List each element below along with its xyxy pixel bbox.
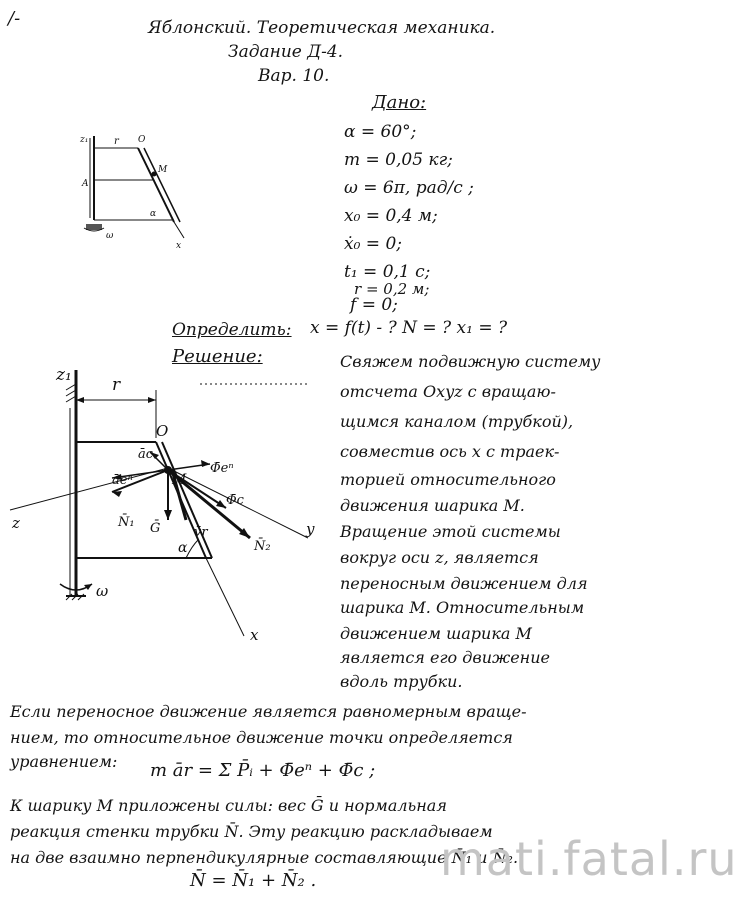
big-label-z1: z₁ [56, 365, 72, 385]
right-text-line: вокруг оси z, является [340, 548, 539, 567]
given-item: x₀ = 0,4 м; [344, 206, 438, 226]
big-label-N1: N̄₁ [118, 515, 135, 530]
equation-reaction: N̄ = N̄₁ + N̄₂ . [190, 870, 317, 891]
small-label-alpha: α [150, 209, 157, 219]
body-text-line: реакция стенки трубки N̄. Эту реакцию раскладываем [10, 822, 493, 841]
big-label-O: O [156, 422, 169, 440]
small-label-M: M [158, 165, 168, 175]
given-title: Дано: [372, 92, 427, 113]
big-label-ac: āc [138, 447, 154, 462]
given-item: α = 60°; [344, 122, 417, 142]
small-diagram [80, 130, 190, 250]
big-label-G: Ḡ [150, 521, 161, 536]
header-author-title: Яблонский. Теоретическая механика. [148, 18, 496, 38]
page-mark: /- [8, 8, 21, 29]
body-text-line: на две взаимно перпендикулярные составляющие N̄₁ и N̄₂. [10, 848, 519, 867]
right-text-line: движением шарика M [340, 624, 532, 643]
right-text-line: торией относительного [340, 470, 556, 489]
big-diagram [0, 360, 320, 660]
right-text-line: щимся каналом (трубкой), [340, 412, 574, 431]
big-label-r: r [112, 375, 121, 395]
big-label-y: y [306, 520, 315, 538]
right-text-line: Свяжем подвижную систему [340, 352, 601, 371]
right-text-line: совместив ось x с траек- [340, 442, 560, 461]
right-text-line: вдоль трубки. [340, 672, 463, 691]
right-text-line: движения шарика M. [340, 496, 525, 515]
big-label-alpha: α [178, 540, 188, 556]
watermark: mati.fatal.ru [440, 832, 738, 886]
find-expression: x = f(t) - ? N = ? x₁ = ? [310, 318, 508, 338]
big-label-ae: āeⁿ [112, 473, 133, 488]
small-label-omega: ω [106, 231, 114, 241]
find-label: Определить: [172, 320, 292, 340]
big-label-vr: v̄r [194, 525, 208, 540]
right-text-line: шарика M. Относительным [340, 598, 585, 617]
right-text-line: переносным движением для [340, 574, 588, 593]
small-label-x: x [176, 241, 182, 251]
right-text-line: является его движение [340, 648, 550, 667]
big-label-M: M [172, 472, 187, 488]
right-text-line: отсчета Oxyz с вращаю- [340, 382, 556, 401]
solution-label: Решение: [172, 346, 263, 367]
header-assignment: Задание Д-4. [228, 42, 344, 62]
given-item: f = 0; [350, 295, 398, 315]
big-label-omega: ω [96, 582, 109, 600]
big-label-phie: Φ̄eⁿ [210, 461, 234, 476]
big-label-N2: N̄₂ [254, 539, 271, 554]
right-text-line: Вращение этой системы [340, 522, 561, 541]
big-label-x: x [250, 626, 259, 644]
body-text-line: Если переносное движение является равномерным враще- [10, 702, 527, 721]
body-text-line: уравнением: [10, 752, 118, 771]
big-label-phic: Φ̄c [226, 493, 244, 508]
small-label-A: A [82, 179, 89, 189]
given-item: r = 0,2 м; [354, 280, 430, 298]
header-variant: Вар. 10. [258, 66, 330, 86]
body-text-line: нием, то относительное движение точки определяется [10, 728, 513, 747]
given-item: ẋ₀ = 0; [344, 234, 402, 254]
small-label-r: r [114, 136, 119, 147]
given-item: m = 0,05 кг; [344, 150, 453, 170]
small-label-O: O [138, 135, 146, 145]
big-label-z: z [12, 514, 20, 532]
given-item: ω = 6π, рад/с ; [344, 178, 474, 198]
equation-motion: m ār = Σ P̄ᵢ + Φ̄eⁿ + Φ̄c ; [150, 760, 376, 781]
body-text-line: К шарику M приложены силы: вес Ḡ и нормальная [10, 796, 447, 815]
small-label-z1: z₁ [80, 135, 89, 145]
given-item: t₁ = 0,1 с; [344, 262, 431, 282]
